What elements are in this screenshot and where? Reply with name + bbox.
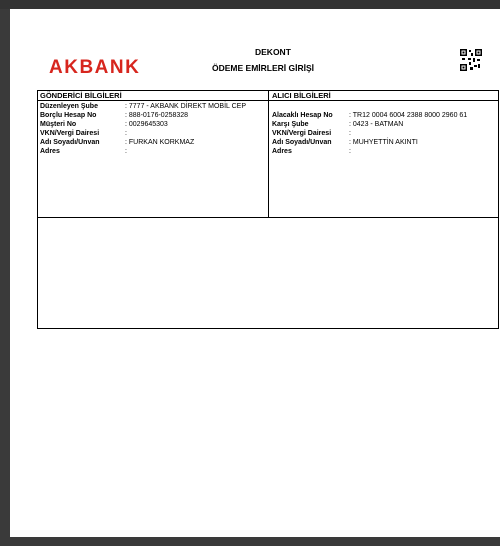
sender-label: Düzenleyen Şube bbox=[40, 103, 98, 110]
receiver-value: : 0423 - BATMAN bbox=[349, 121, 404, 128]
sender-value: : 888-0176-0258328 bbox=[125, 112, 189, 119]
receiver-label: Alacaklı Hesap No bbox=[272, 112, 333, 119]
document-page bbox=[10, 9, 500, 537]
sender-value: : bbox=[125, 148, 127, 155]
akbank-logo: AKBANK bbox=[49, 57, 141, 78]
sender-label: Adı Soyadı/Unvan bbox=[40, 139, 100, 146]
receiver-title: ALICI BİLGİLERİ bbox=[272, 91, 331, 100]
sender-title: GÖNDERİCİ BİLGİLERİ bbox=[40, 91, 122, 100]
receiver-value: : MUHYETTİN AKINTI bbox=[349, 139, 418, 146]
sender-label: Borçlu Hesap No bbox=[40, 112, 97, 119]
receiver-label: Adres bbox=[272, 148, 292, 155]
receiver-value: : bbox=[349, 130, 351, 137]
receiver-value: : bbox=[349, 148, 351, 155]
sender-value: : 0029645303 bbox=[125, 121, 168, 128]
sender-label: Müşteri No bbox=[40, 121, 77, 128]
doc-title: DEKONT bbox=[255, 47, 291, 57]
qr-code-icon bbox=[460, 49, 482, 71]
transfer-section bbox=[37, 217, 499, 329]
receiver-value: : TR12 0004 6004 2388 8000 2960 61 bbox=[349, 112, 468, 119]
sender-value: : bbox=[125, 130, 127, 137]
receipt bbox=[37, 36, 499, 546]
doc-subtitle: ÖDEME EMİRLERİ GİRİŞİ bbox=[212, 63, 315, 73]
receiver-label: VKN/Vergi Dairesi bbox=[272, 130, 332, 137]
sender-label: VKN/Vergi Dairesi bbox=[40, 130, 100, 137]
receiver-section bbox=[268, 90, 499, 218]
receiver-label: Karşı Şube bbox=[272, 121, 309, 128]
sender-value: : 7777 - AKBANK DİREKT MOBİL CEP bbox=[125, 103, 246, 110]
sender-value: : FURKAN KORKMAZ bbox=[125, 139, 195, 146]
receiver-label: Adı Soyadı/Unvan bbox=[272, 139, 332, 146]
sender-label: Adres bbox=[40, 148, 60, 155]
viewer-top-bar bbox=[0, 0, 500, 9]
